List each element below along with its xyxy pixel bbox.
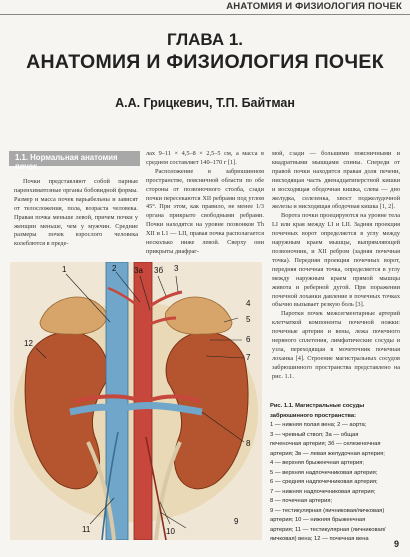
text-column-2 [146, 150, 264, 257]
figure-label-10: 10 [166, 527, 175, 536]
figure-label-7: 7 [246, 353, 251, 362]
figure-label-11: 11 [82, 525, 91, 534]
paragraph: Ворота почки проецируются на уровне тела LI или края между LI и LII. Задняя проекция почечных ворот определяется в углу между наружным краем мышцы, выпрямляющей позвоночник, и XII ребром (задняя почечная точка). Передняя проекция почечных ворот, передняя почечная точка, определяется в углу между наружным краем прямой мышцы живота и реберной дугой. При поражении почечной лоханки давление в почечных точках обычно вызывает резкую боль [3]. [272, 212, 400, 309]
caption-line: 4 — верхняя брыжеечная артерия; [270, 460, 365, 466]
paragraph: Паротки почек межсегментарные артерий клетчаткой компоненты почечной ножки: почечные артерия и вены, лежа почечного нервного сплетения, лимфатические сосуды и узла, переходящая в мочеточник почечная лоханка [4]. Строение магистральных сосудов забрюшинного пространства представлено на рис. 1.1. [272, 310, 400, 380]
figure-label-3a: 3а [134, 266, 143, 275]
figure-label-4: 4 [246, 299, 251, 308]
inferior-vena-cava [106, 262, 128, 540]
caption-line: 1 — нижняя полая вена; 2 — аорта; [270, 422, 367, 428]
caption-line: 8 — почечная артерия; [270, 498, 333, 504]
section-heading-bar [9, 151, 140, 171]
running-header-title: АНАТОМИЯ И ФИЗИОЛОГИЯ ПОЧЕК [226, 1, 402, 12]
anatomical-illustration [10, 262, 262, 540]
figure-label-2: 2 [112, 264, 117, 273]
paragraph: мой, сзади — большими поясничными и квадратными мышцами спины. Спереди от правой почки находится правая доля печени, нисходящая часть двенадцатиперстной кишки и восходящая ободочная кишка, слева — дно желудка, селезенка, хвост поджелудочной железы и нисходящая ободочная кишка [1, 2]. [272, 150, 400, 211]
running-header [0, 0, 410, 15]
section-heading: 1.1. Нормальная анатомия почек [15, 153, 118, 171]
figure-label-3: 3 [174, 264, 179, 273]
figure-caption [270, 402, 402, 545]
text-column-3 [272, 150, 400, 382]
paragraph: Почки представляют собой парные паренхиматозные органы бобовидной формы. Размер и масса почек варьабельны и зависят от телосложения, пола, возраста человека. Правая почка меньше левой, причем почки у женщин меньше, чем у мужчин. Средние размеры почек взрослого человека колеблются в преде- [14, 178, 138, 248]
caption-line: 6 — средняя надпочечниковая артерия; [270, 479, 378, 485]
caption-line: 3 — чревный ствол; 3а — общая [270, 431, 359, 438]
caption-line: артерия; 10 — нижняя брыжеечная [270, 517, 366, 523]
chapter-title: АНАТОМИЯ И ФИЗИОЛОГИЯ ПОЧЕК [26, 51, 384, 73]
caption-title: Рис. 1.1. Магистральные сосуды забрюшинного пространства: [270, 403, 365, 419]
figure-label-3b: 3б [154, 266, 164, 275]
figure-label-6: 6 [246, 335, 251, 344]
figure-label-5: 5 [246, 315, 251, 324]
caption-line: артерия; 3в — левая желудочная артерия; [270, 450, 385, 457]
caption-line: 7 — нижняя надпочечниковая артерия; [270, 488, 376, 495]
caption-line: 5 — верхняя надпочечниковая артерия; [270, 469, 378, 476]
paragraph: лах 9–11 × 4,5–8 × 2,5–5 см, а масса в среднем составляет 140–170 г [1]. [146, 150, 264, 166]
caption-line: печеночная артерия; 3б — селезеночная [270, 441, 381, 447]
caption-line: яичковая) вена; 12 — почечная вена [270, 536, 369, 542]
paragraph: Расположение в забрюшинном пространстве, поясничной области по обе стороны от позвоночного столба, сзади почки пересекаются XII ребрами под углом 45°. При этом, как правило, не менее 1/3 органа прикрыто свободными ребрами. Почки находятся на уровне позвонков Th XII и L1 — LII, правая почка располагается несколько ниже левой. Сверху они прикрыты диафраг- [146, 167, 264, 255]
caption-line: 9 — тестикулярная (яичниковая/яичковая) [270, 507, 385, 514]
figure-label-9: 9 [234, 517, 239, 526]
figure-label-12: 12 [24, 339, 33, 348]
caption-line: артерия; 11 — тестикулярная (яичниковая/ [270, 526, 386, 533]
page-number: 9 [393, 539, 399, 549]
figure-label-1: 1 [62, 265, 67, 274]
chapter-authors: А.А. Грицкевич, Т.П. Байтман [115, 96, 295, 110]
figure-label-8: 8 [246, 439, 251, 448]
chapter-label: ГЛАВА 1. [166, 30, 244, 49]
text-column-1 [14, 178, 138, 249]
